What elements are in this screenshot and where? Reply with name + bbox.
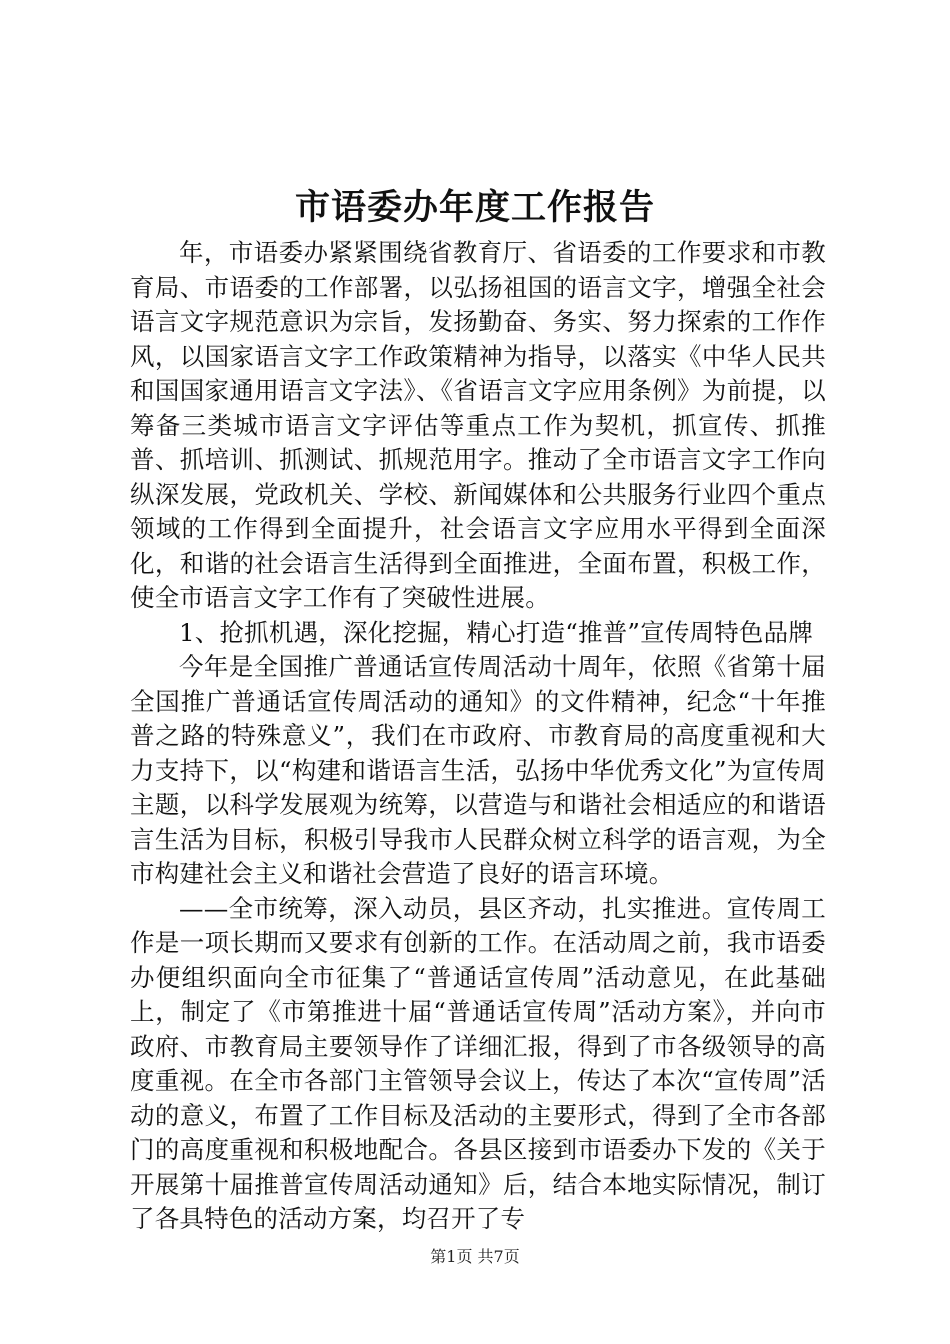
section-heading-1: 1、抢抓机遇，深化挖掘，精心打造“推普”宣传周特色品牌	[179, 617, 814, 647]
paragraph-city-coordination: ——全市统筹，深入动员，县区齐动，扎实推进。宣传周工作是一项长期而又要求有创新的工作。在活动周之前，我市语委办便组织面向全市征集了“普通话宣传周”活动意见，在此基础上，制定了《市第推进十届“普通话宣传周”活动方案》，并向市政府、市教育局主要领导作了详细汇报，得到了市各级领导的高度重视。在全市各部门主管领导会议上，传达了本次“宣传周”活动的意义，布置了工作目标及活动的主要形式，得到了全市各部门的高度重视和积极地配合。各县区接到市语委办下发的《关于开展第十届推普宣传周活动通知》后，结合本地实际情况，制订了各具特色的活动方案，均召开了专	[130, 893, 826, 1233]
page-footer: 第1页 共7页	[430, 1247, 520, 1266]
paragraph-propaganda-week: 今年是全国推广普通话宣传周活动十周年，依照《省第十届全国推广普通话宣传周活动的通知》的文件精神，纪念“十年推普之路的特殊意义”，我们在市政府、市教育局的高度重视和大力支持下，以“构建和谐语言生活，弘扬中华优秀文化”为宣传周主题，以科学发展观为统筹，以营造与和谐社会相适应的和谐语言生活为目标，积极引导我市人民群众树立科学的语言观，为全市构建社会主义和谐社会营造了良好的语言环境。	[130, 652, 826, 888]
paragraph-intro: 年，市语委办紧紧围绕省教育厅、省语委的工作要求和市教育局、市语委的工作部署，以弘扬祖国的语言文字，增强全社会语言文字规范意识为宗旨，发扬勤奋、务实、努力探索的工作作风，以国家语言文字工作政策精神为指导，以落实《中华人民共和国国家通用语言文字法》、《省语言文字应用条例》为前提，以筹备三类城市语言文字评估等重点工作为契机，抓宣传、抓推普、抓培训、抓测试、抓规范用字。推动了全市语言文字工作向纵深发展，党政机关、学校、新闻媒体和公共服务行业四个重点领域的工作得到全面提升，社会语言文字应用水平得到全面深化，和谐的社会语言生活得到全面推进，全面布置，积极工作，使全市语言文字工作有了突破性进展。	[130, 238, 826, 612]
document-body	[130, 236, 826, 1237]
document-title: 市语委办年度工作报告	[294, 187, 655, 228]
